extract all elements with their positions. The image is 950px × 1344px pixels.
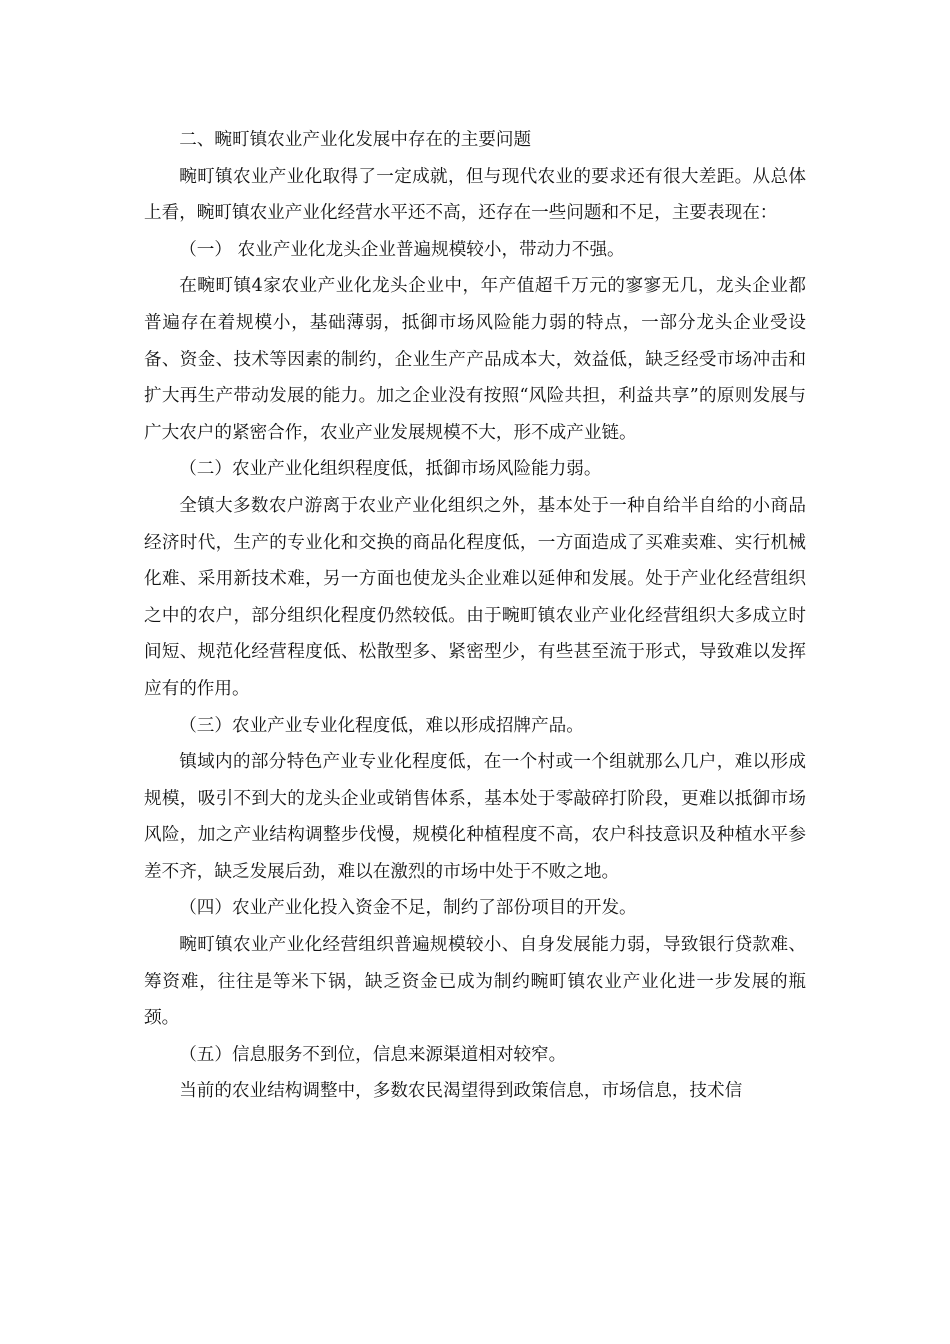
subsection-heading-4: （四）农业产业化投入资金不足，制约了部份项目的开发。 [179, 898, 637, 919]
body-paragraph: 全镇大多数农户游离于农业产业化组织之外，基本处于一种自给半自给的小商品经济时代，生产的专业化和交换的商品化程度低，一方面造成了买难卖难、实行机械化难、采用新技术难，另一方面也使龙头企业难以延伸和发展。处于产业化经营组织之中的农户，部分组织化程度仍然较低。由于畹町镇农业产业化经营组织大多成立时间短、规范化经营程度低、松散型多、紧密型少，有些甚至流于形式，导致难以发挥应有的作用。 [144, 495, 806, 699]
body-paragraph: 当前的农业结构调整中，多数农民渴望得到政策信息，市场信息，技术信 [179, 1081, 743, 1102]
subsection-heading-2: （二）农业产业化组织程度低，抵御市场风险能力弱。 [179, 459, 602, 480]
document-body [144, 122, 806, 1110]
body-paragraph: 镇域内的部分特色产业专业化程度低，在一个村或一个组就那么几户，难以形成规模，吸引不到大的龙头企业或销售体系，基本处于零敲碎打阶段，更难以抵御市场风险，加之产业结构调整步伐慢，规模化种植程度不高，农户科技意识及种植水平参差不齐，缺乏发展后劲，难以在激烈的市场中处于不败之地。 [144, 752, 806, 882]
subsection-heading-3: （三）农业产业专业化程度低，难以形成招牌产品。 [179, 715, 584, 736]
body-paragraph: 在畹町镇4家农业产业化龙头企业中，年产值超千万元的寥寥无几，龙头企业都普遍存在着规模小，基础薄弱，抵御市场风险能力弱的特点，一部分龙头企业受设备、资金、技术等因素的制约，企业生产产品成本大，效益低，缺乏经受市场冲击和扩大再生产带动发展的能力。加之企业没有按照“风险共担，利益共享”的原则发展与广大农户的紧密合作，农业产业发展规模不大，形不成产业链。 [144, 276, 806, 443]
body-paragraph: 畹町镇农业产业化取得了一定成就，但与现代农业的要求还有很大差距。从总体上看，畹町镇农业产业化经营水平还不高，还存在一些问题和不足，主要表现在： [144, 166, 806, 224]
body-paragraph: 畹町镇农业产业化经营组织普遍规模较小、自身发展能力弱，导致银行贷款难、筹资难，往往是等米下锅，缺乏资金已成为制约畹町镇农业产业化进一步发展的瓶颈。 [144, 935, 806, 1029]
subsection-heading-1: （一） 农业产业化龙头企业普遍规模较小，带动力不强。 [179, 239, 625, 260]
section-heading: 二、畹町镇农业产业化发展中存在的主要问题 [179, 130, 532, 150]
subsection-heading-5: （五）信息服务不到位，信息来源渠道相对较窄。 [179, 1044, 567, 1065]
